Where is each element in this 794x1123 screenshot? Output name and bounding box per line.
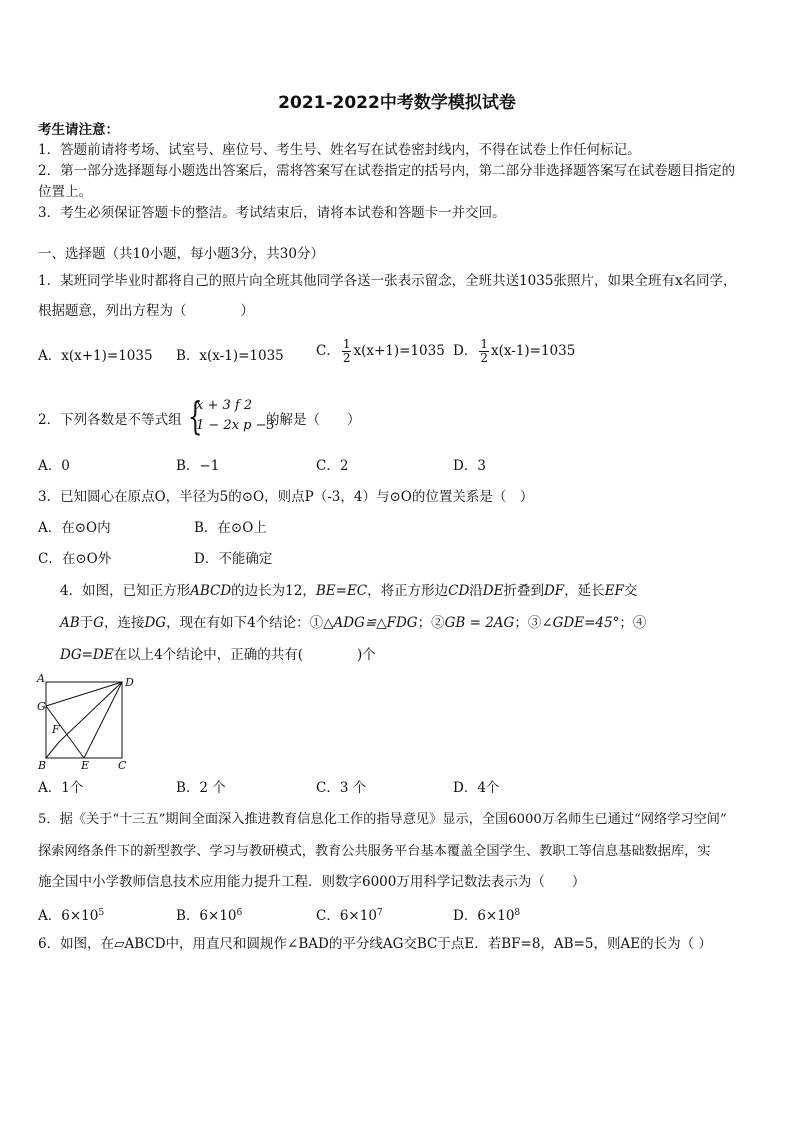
q5-option-d (453, 904, 520, 925)
q1-option-c-expr: x(x+1)=1035 (353, 343, 445, 359)
q4-text: 在以上4个结论中，正确的共有( )个 (113, 647, 376, 663)
q4-stem-line1 (60, 582, 637, 600)
q4-stem-line2 (60, 614, 646, 632)
fraction-half (479, 338, 489, 365)
q4-option-c: C．3 个 (316, 780, 367, 796)
q3-option-b: B．在⊙O上 (194, 520, 267, 536)
notice-item-1: 1．答题前请将考场、试室号、座位号、考生号、姓名写在试卷密封线内，不得在试卷上作任何标记。 (38, 142, 641, 158)
q4-math: DG=DE (60, 647, 114, 663)
q3-option-c: C．在⊙O外 (38, 551, 112, 567)
segment-df (59, 682, 122, 742)
q5-option-b-base: B．6×10 (176, 908, 237, 924)
q2-option-d: D．3 (453, 458, 486, 474)
q3-option-a: A．在⊙O内 (38, 520, 111, 536)
q4-option-d: D．4个 (453, 780, 500, 796)
q4-math: AB (60, 615, 80, 631)
q4-math: DG (144, 615, 167, 631)
q4-option-b: B．2 个 (176, 780, 226, 796)
q4-option-a: A．1个 (38, 780, 84, 796)
q4-math: GB = 2AG (444, 615, 515, 631)
fraction-denominator: 2 (342, 351, 351, 365)
fraction-numerator: 1 (342, 337, 351, 351)
q4-text: 沿 (469, 583, 483, 599)
fraction-denominator: 2 (480, 351, 488, 365)
q4-math: DE (482, 583, 504, 599)
q4-text: ；② (417, 615, 445, 631)
q1-stem-line2: 根据题意，列出方程为（ ） (38, 303, 254, 319)
q4-math: CD (448, 583, 470, 599)
notice-heading: 考生请注意： (38, 122, 119, 138)
exponent: 7 (376, 908, 383, 918)
q1-option-a: A．x(x+1)=1035 (38, 348, 153, 364)
q4-text: ，现在有如下4个结论：① (166, 615, 324, 631)
q4-text: 折叠到 (503, 583, 544, 599)
q4-text: ，延长 (564, 583, 605, 599)
q5-stem-line2: 探索网络条件下的新型教学、学习与教研模式，教育公共服务平台基本覆盖全国学生、教职工等信息基础数据库，实 (38, 844, 711, 859)
brace-icon: { (188, 394, 203, 438)
q4-math: △ADG≌△FDG (323, 615, 418, 631)
q1-option-d (453, 338, 575, 365)
q4-text: ，连接 (103, 615, 145, 631)
inequality-row-1: x + 3 f 2 (196, 398, 253, 413)
q2-stem-suffix: 的解是（ ） (266, 412, 361, 428)
segment-dg (46, 682, 122, 706)
q1-option-d-label: D． (453, 343, 478, 359)
point-label-f: F (52, 723, 60, 736)
exponent: 5 (98, 908, 105, 918)
notice-item-2: 2．第一部分选择题每小题选出答案后，需将答案写在试卷指定的括号内，第二部分非选择题答案写在试卷题目指定的 (38, 163, 736, 179)
segment-fb (46, 742, 59, 758)
exam-title: 2021-2022中考数学模拟试卷 (278, 93, 516, 113)
point-label-c: C (118, 759, 127, 772)
notice-item-2-cont: 位置上。 (38, 184, 92, 200)
q5-option-d-base: D．6×10 (453, 908, 515, 924)
q4-math: BE=EC (315, 583, 368, 599)
q3-stem: 3．已知圆心在原点O，半径为5的⊙O，则点P（-3，4）与⊙O的位置关系是（ ） (38, 489, 534, 505)
q4-text: 的边长为12， (231, 583, 316, 599)
point-label-d: D (125, 676, 134, 689)
notice-item-3: 3．考生必须保证答题卡的整洁。考试结束后，请将本试卷和答题卡一并交回。 (38, 205, 506, 221)
q2-option-c: C．2 (316, 458, 349, 474)
q1-option-c-label: C． (316, 343, 340, 359)
q1-option-c (316, 338, 445, 365)
q4-math: G (93, 615, 104, 631)
segment-de (84, 682, 122, 758)
q1-option-d-expr: x(x-1)=1035 (490, 343, 576, 359)
q2-option-a: A．0 (38, 458, 70, 474)
section-heading: 一、选择题（共10小题，每小题3分，共30分） (38, 246, 324, 262)
fraction-half (342, 338, 352, 365)
fraction-numerator: 1 (480, 337, 488, 351)
q4-math: ∠GDE=45° (541, 615, 620, 631)
q4-text: ；④ (619, 615, 647, 631)
q4-text: ，将正方形边 (367, 583, 449, 599)
point-label-a: A (37, 672, 45, 685)
q5-option-a (38, 904, 104, 925)
q5-option-c (316, 904, 383, 925)
q6-stem: 6．如图，在▱ABCD中，用直尺和圆规作∠BAD的平分线AG交BC于点E．若BF=8，AB=5，则AE的长为（ ） (38, 936, 712, 952)
q4-text: 4．如图，已知正方形 (60, 583, 191, 599)
q5-option-a-base: A．6×10 (38, 908, 99, 924)
q4-square-figure (34, 672, 138, 772)
q5-option-b (176, 904, 242, 925)
q2-stem-prefix: 2．下列各数是不等式组 (38, 412, 182, 428)
q1-option-b: B．x(x-1)=1035 (176, 348, 284, 364)
exponent: 6 (236, 908, 243, 918)
q5-stem-line3: 施全国中小学教师信息技术应用能力提升工程．则数字6000万用科学记数法表示为（ ） (38, 874, 586, 890)
point-label-g: G (37, 700, 46, 713)
exponent: 8 (514, 908, 521, 918)
inequality-row-2: 1 − 2x p −3 (196, 418, 275, 433)
q4-math: EF (604, 583, 624, 599)
q1-stem-line1: 1．某班同学毕业时都将自己的照片向全班其他同学各送一张表示留念，全班共送1035张照片，如果全班有x名同学， (38, 273, 737, 289)
q4-math: DF (543, 583, 565, 599)
q4-text: 于 (79, 615, 94, 631)
q5-stem-line1: 5．据《关于“十三五”期间全面深入推进教育信息化工作的指导意见》显示，全国6000万名师生已通过“网络学习空间” (38, 812, 727, 827)
q4-text: ；③ (514, 615, 542, 631)
q2-option-b: B．−1 (176, 458, 220, 474)
q3-option-d: D．不能确定 (194, 551, 273, 567)
q4-text: 交 (623, 583, 638, 599)
point-label-e: E (81, 759, 90, 772)
q4-math: ABCD (190, 583, 232, 599)
q5-option-c-base: C．6×10 (316, 908, 377, 924)
q4-stem-line3 (60, 646, 376, 664)
point-label-b: B (38, 759, 47, 772)
